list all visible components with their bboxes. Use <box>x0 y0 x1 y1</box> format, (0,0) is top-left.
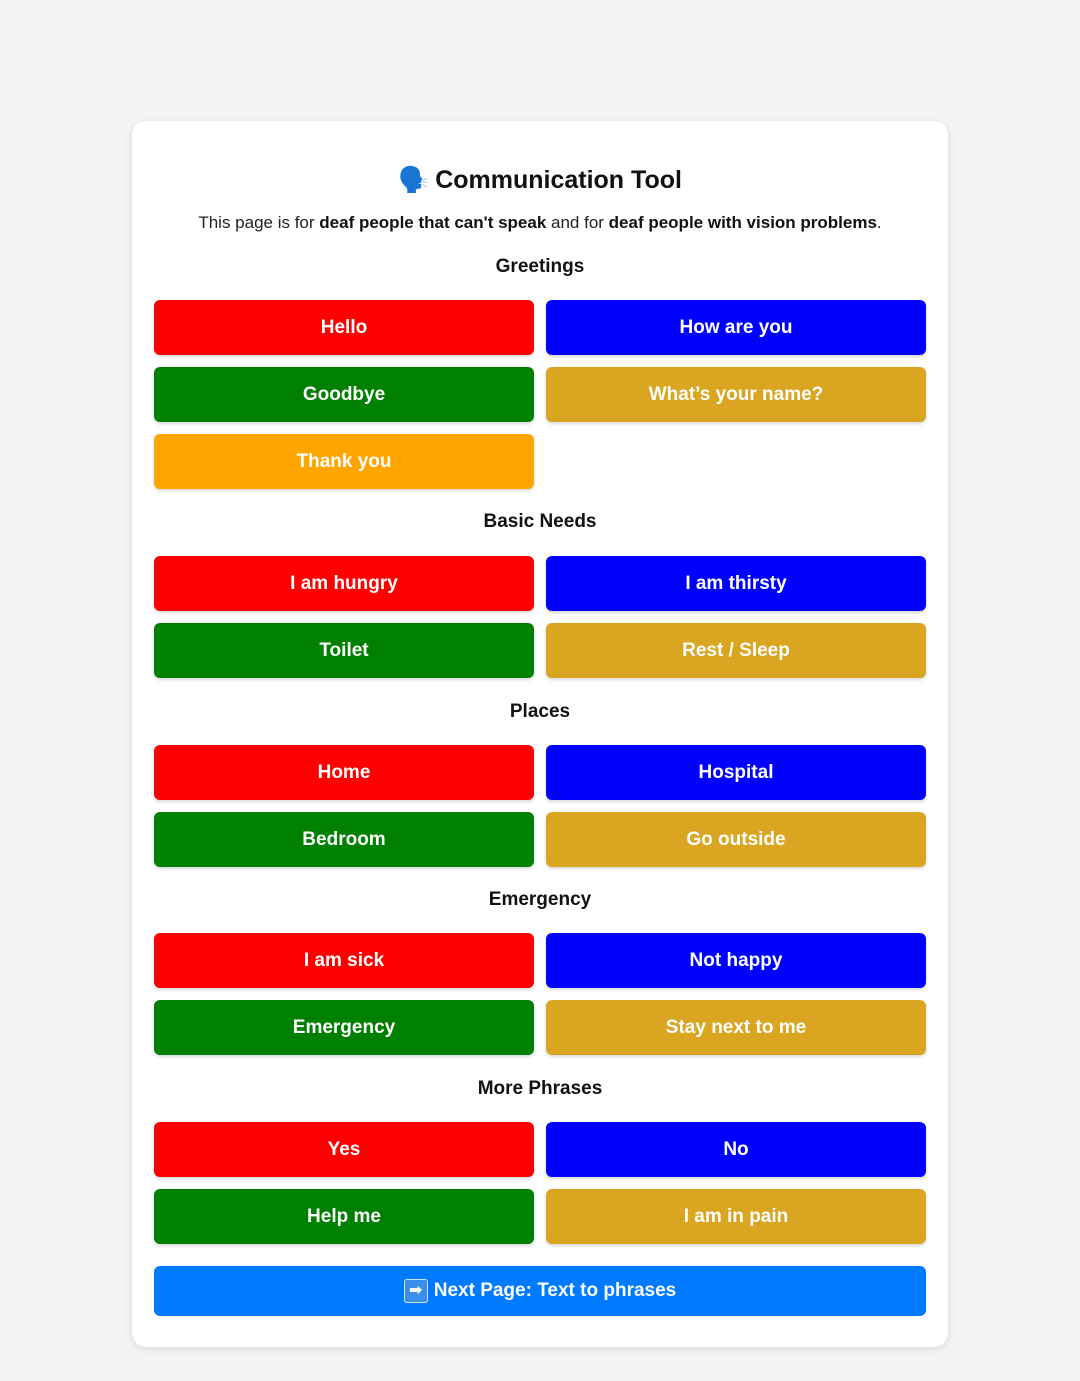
section-title-emergency: Emergency <box>488 889 592 910</box>
next-page-label: Next Page: Text to phrases <box>433 1280 677 1301</box>
greetings-grid <box>154 300 926 489</box>
phrase-button-hello[interactable]: Hello <box>154 300 534 355</box>
phrase-button-rest-sleep[interactable]: Rest / Sleep <box>546 623 926 678</box>
intro-bold-vision: deaf people with vision problems <box>608 213 877 232</box>
phrase-button-emergency[interactable]: Emergency <box>154 1000 534 1055</box>
phrase-button-help-me[interactable]: Help me <box>154 1189 534 1244</box>
page-title <box>154 165 926 195</box>
section-title-greetings: Greetings <box>495 256 585 277</box>
section-title-basic-needs: Basic Needs <box>483 511 597 532</box>
phrase-button-no[interactable]: No <box>546 1122 926 1177</box>
basic-needs-grid <box>154 556 926 678</box>
intro-part: . <box>876 213 882 232</box>
places-grid <box>154 745 926 867</box>
phrase-button-home[interactable]: Home <box>154 745 534 800</box>
phrase-button-goodbye[interactable]: Goodbye <box>154 367 534 422</box>
phrase-button-i-am-hungry[interactable]: I am hungry <box>154 556 534 611</box>
section-title-places: Places <box>509 701 571 722</box>
phrase-button-i-am-thirsty[interactable]: I am thirsty <box>546 556 926 611</box>
phrase-button-stay-next-to-me[interactable]: Stay next to me <box>546 1000 926 1055</box>
intro-text <box>154 211 926 235</box>
emergency-grid <box>154 933 926 1055</box>
section-title-more-phrases: More Phrases <box>477 1078 603 1099</box>
page-title-text: Communication Tool <box>435 166 682 194</box>
more-phrases-grid <box>154 1122 926 1244</box>
phrase-button-i-am-in-pain[interactable]: I am in pain <box>546 1189 926 1244</box>
intro-bold-speak: deaf people that can't speak <box>319 213 547 232</box>
phrase-button-i-am-sick[interactable]: I am sick <box>154 933 534 988</box>
phrase-button-how-are-you[interactable]: How are you <box>546 300 926 355</box>
phrase-button-bedroom[interactable]: Bedroom <box>154 812 534 867</box>
phrase-button-yes[interactable]: Yes <box>154 1122 534 1177</box>
next-page-button[interactable] <box>154 1266 926 1316</box>
main-card <box>132 121 948 1347</box>
phrase-button-hospital[interactable]: Hospital <box>546 745 926 800</box>
phrase-button-not-happy[interactable]: Not happy <box>546 933 926 988</box>
phrase-button-thank-you[interactable]: Thank you <box>154 434 534 489</box>
phrase-button-whats-your-name[interactable]: What’s your name? <box>546 367 926 422</box>
right-arrow-icon: ➡ <box>404 1279 428 1303</box>
intro-part: and for <box>546 213 609 232</box>
phrase-button-go-outside[interactable]: Go outside <box>546 812 926 867</box>
speaking-head-icon: 🗣️ <box>398 166 430 194</box>
phrase-button-toilet[interactable]: Toilet <box>154 623 534 678</box>
intro-part: This page is for <box>198 213 320 232</box>
